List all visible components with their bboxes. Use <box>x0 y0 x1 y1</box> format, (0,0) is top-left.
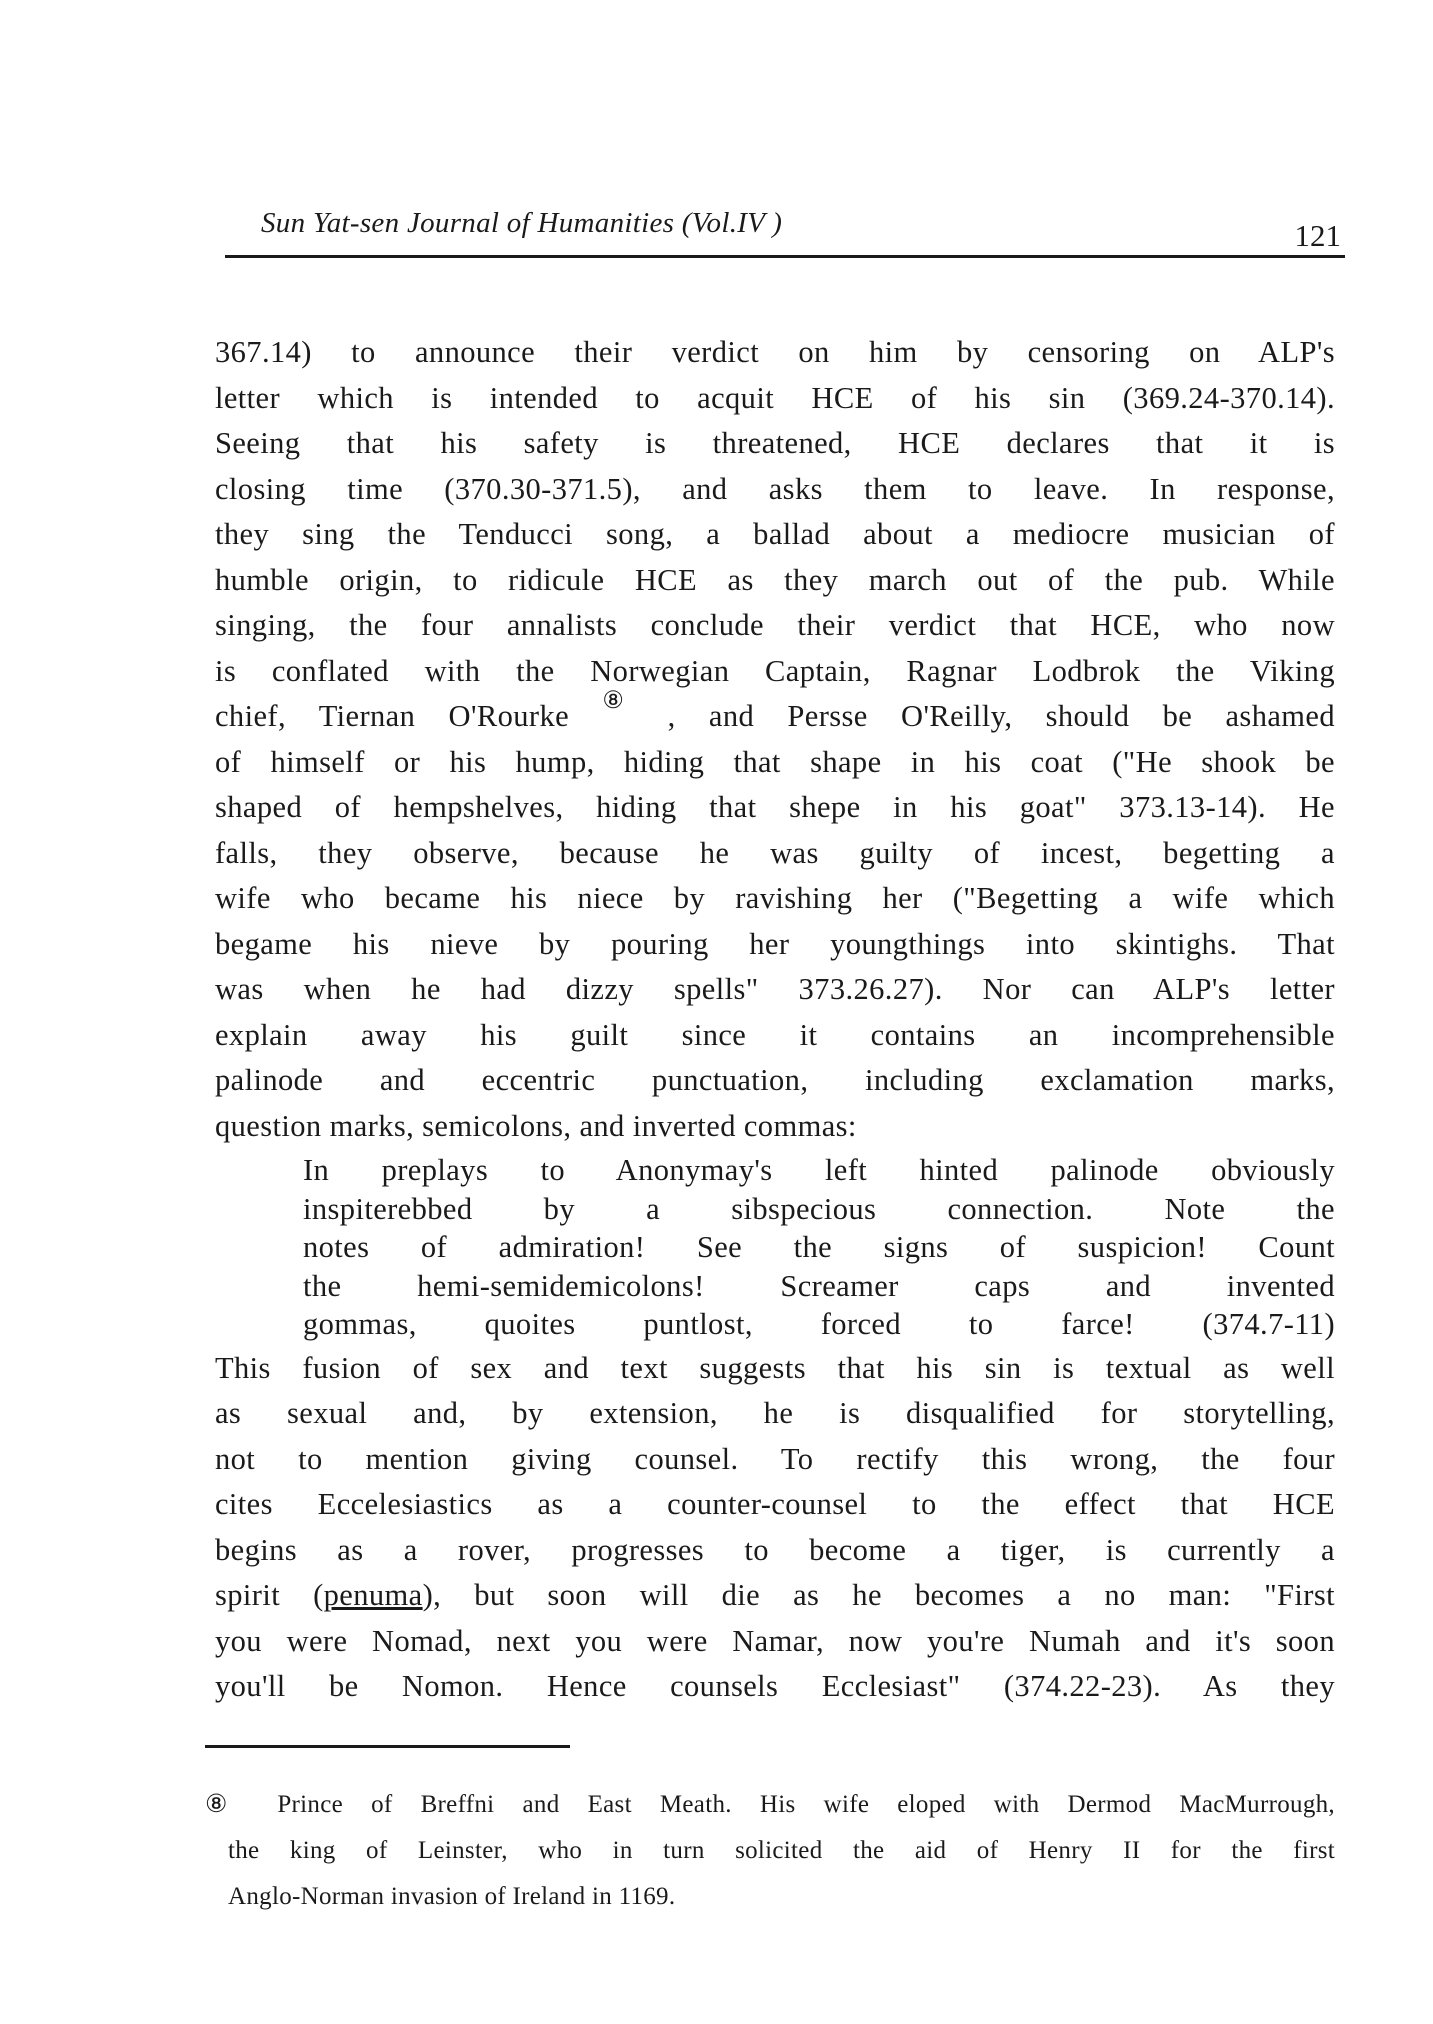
text-line-with-footnote <box>215 688 1335 740</box>
text-line: shaped of hempshelves, hiding that shepe in his goat" 373.13-14). He <box>215 790 1335 824</box>
text-segment: ), but soon will die as he becomes a no man: "First <box>422 1578 1335 1612</box>
text-line: is conflated with the Norwegian Captain, Ragnar Lodbrok the Viking <box>215 653 1335 688</box>
page-number: 121 <box>1294 218 1341 253</box>
text-line: cites Eccelesiastics as a counter-counsel to the effect that HCE <box>215 1487 1335 1521</box>
text-line: humble origin, to ridicule HCE as they march out of the pub. While <box>215 562 1335 597</box>
text-line: Seeing that his safety is threatened, HCE declares that it is <box>215 426 1335 460</box>
text-line: begins as a rover, progresses to become a tiger, is currently a <box>215 1532 1335 1567</box>
footnote <box>205 1782 1335 1920</box>
quote-line: inspiterebbed by a sibspecious connection. Note the <box>303 1191 1335 1226</box>
text-segment: spirit ( <box>215 1578 324 1612</box>
text-line: closing time (370.30-371.5), and asks them to leave. In response, <box>215 471 1335 506</box>
footnote-line: Anglo-Norman invasion of Ireland in 1169. <box>228 1883 676 1910</box>
text-line: singing, the four annalists conclude their verdict that HCE, who now <box>215 608 1335 642</box>
text-segment: chief, Tiernan O'Rourke <box>215 699 570 733</box>
text-line: not to mention giving counsel. To rectify this wrong, the four <box>215 1441 1335 1476</box>
text-line: was when he had dizzy spells" 373.26.27). Nor can ALP's letter <box>215 972 1335 1006</box>
footnote-divider <box>205 1745 570 1748</box>
text-line: they sing the Tenducci song, a ballad about a mediocre musician of <box>215 517 1335 551</box>
running-header <box>225 205 1345 258</box>
text-line: question marks, semicolons, and inverted commas: <box>215 1108 857 1143</box>
footnote-line <box>205 1782 1335 1828</box>
text-line: wife who became his niece by ravishing her ("Begetting a wife which <box>215 881 1335 915</box>
text-line: palinode and eccentric punctuation, including exclamation marks, <box>215 1063 1335 1097</box>
text-line <box>215 1573 1335 1619</box>
underlined-word: penuma <box>323 1578 423 1612</box>
text-line: you'll be Nomon. Hence counsels Ecclesiast" (374.22-23). As they <box>215 1669 1335 1703</box>
journal-title: Sun Yat-sen Journal of Humanities (Vol.IV ) <box>261 207 783 239</box>
quote-line: the hemi-semidemicolons! Screamer caps and invented <box>303 1268 1335 1303</box>
footnote-text: Prince of Breffni and East Meath. His wife eloped with Dermod MacMurrough, <box>277 1791 1335 1818</box>
text-line: begame his nieve by pouring her youngthings into skintighs. That <box>215 926 1335 961</box>
text-line: explain away his guilt since it contains an incomprehensible <box>215 1017 1335 1052</box>
text-line: as sexual and, by extension, he is disqualified for storytelling, <box>215 1396 1335 1430</box>
quote-line: In preplays to Anonymay's left hinted palinode obviously <box>303 1153 1335 1187</box>
text-line: falls, they observe, because he was guilty of incest, begetting a <box>215 835 1335 870</box>
text-line: of himself or his hump, hiding that shape in his coat ("He shook be <box>215 744 1335 779</box>
block-quote <box>215 1149 1335 1346</box>
footnote-line: the king of Leinster, who in turn solicited the aid of Henry II for the first <box>228 1837 1335 1864</box>
quote-line: notes of admiration! See the signs of suspicion! Count <box>303 1230 1335 1264</box>
footnote-number: ⑧ <box>205 1791 250 1818</box>
text-line: letter which is intended to acquit HCE of his sin (369.24-370.14). <box>215 380 1335 415</box>
body-text <box>215 330 1335 1710</box>
text-segment: , and Persse O'Reilly, should be ashamed <box>667 699 1335 733</box>
text-line: you were Nomad, next you were Namar, now you're Numah and it's soon <box>215 1623 1335 1658</box>
quote-line: gommas, quoites puntlost, forced to farce! (374.7-11) <box>303 1307 1335 1341</box>
footnote-marker: ⑧ <box>602 688 625 714</box>
text-line: This fusion of sex and text suggests that his sin is textual as well <box>215 1350 1335 1385</box>
text-line: 367.14) to announce their verdict on him by censoring on ALP's <box>215 335 1335 369</box>
